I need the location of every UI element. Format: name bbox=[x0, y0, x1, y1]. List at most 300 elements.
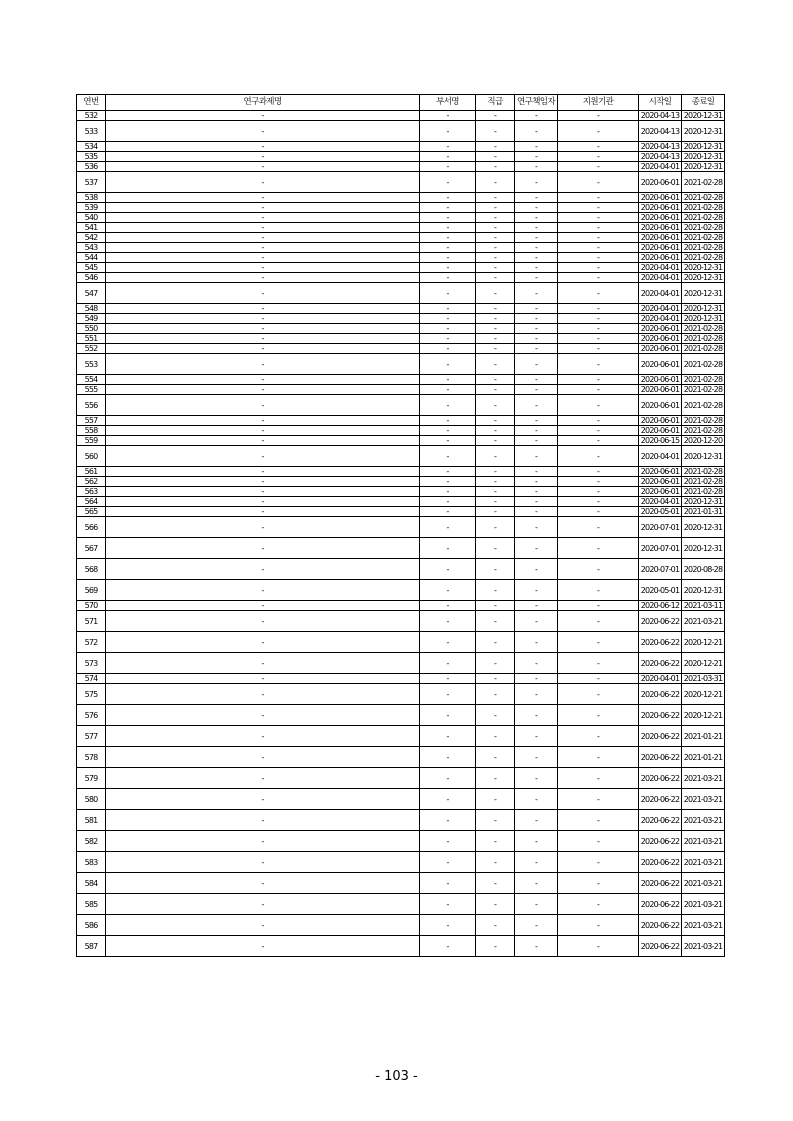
cell-department: - bbox=[420, 142, 476, 152]
cell-rank: - bbox=[476, 111, 515, 121]
cell-rank: - bbox=[476, 416, 515, 426]
cell-no: 565 bbox=[77, 507, 106, 517]
table-row bbox=[77, 538, 725, 559]
table-row bbox=[77, 611, 725, 632]
cell-title: - bbox=[106, 152, 420, 162]
cell-end: 2021-03-21 bbox=[682, 768, 725, 789]
cell-agency: - bbox=[558, 559, 639, 580]
cell-title: - bbox=[106, 385, 420, 395]
cell-agency: - bbox=[558, 705, 639, 726]
cell-no: 547 bbox=[77, 283, 106, 304]
header-researcher: 연구책임자 bbox=[515, 95, 558, 111]
cell-researcher: - bbox=[515, 684, 558, 705]
cell-end: 2020-12-31 bbox=[682, 304, 725, 314]
cell-researcher: - bbox=[515, 894, 558, 915]
cell-start: 2020-06-01 bbox=[639, 253, 682, 263]
cell-researcher: - bbox=[515, 559, 558, 580]
cell-rank: - bbox=[476, 354, 515, 375]
cell-start: 2020-06-01 bbox=[639, 385, 682, 395]
cell-no: 560 bbox=[77, 446, 106, 467]
cell-rank: - bbox=[476, 517, 515, 538]
cell-end: 2021-02-28 bbox=[682, 395, 725, 416]
cell-title: - bbox=[106, 416, 420, 426]
cell-no: 564 bbox=[77, 497, 106, 507]
cell-rank: - bbox=[476, 894, 515, 915]
cell-department: - bbox=[420, 426, 476, 436]
cell-researcher: - bbox=[515, 314, 558, 324]
cell-department: - bbox=[420, 375, 476, 385]
cell-agency: - bbox=[558, 894, 639, 915]
cell-end: 2021-02-28 bbox=[682, 487, 725, 497]
cell-researcher: - bbox=[515, 497, 558, 507]
cell-rank: - bbox=[476, 674, 515, 684]
cell-start: 2020-05-01 bbox=[639, 507, 682, 517]
table-row bbox=[77, 395, 725, 416]
cell-rank: - bbox=[476, 653, 515, 674]
table-row bbox=[77, 674, 725, 684]
cell-start: 2020-06-01 bbox=[639, 243, 682, 253]
cell-start: 2020-06-01 bbox=[639, 395, 682, 416]
table-row bbox=[77, 253, 725, 263]
table-row bbox=[77, 477, 725, 487]
cell-researcher: - bbox=[515, 705, 558, 726]
cell-end: 2021-02-28 bbox=[682, 243, 725, 253]
cell-end: 2021-02-28 bbox=[682, 253, 725, 263]
cell-title: - bbox=[106, 344, 420, 354]
cell-end: 2021-03-21 bbox=[682, 873, 725, 894]
cell-agency: - bbox=[558, 344, 639, 354]
cell-agency: - bbox=[558, 283, 639, 304]
cell-department: - bbox=[420, 385, 476, 395]
cell-end: 2021-02-28 bbox=[682, 354, 725, 375]
cell-start: 2020-04-01 bbox=[639, 273, 682, 283]
cell-agency: - bbox=[558, 768, 639, 789]
cell-start: 2020-06-01 bbox=[639, 477, 682, 487]
cell-agency: - bbox=[558, 162, 639, 172]
cell-title: - bbox=[106, 243, 420, 253]
cell-researcher: - bbox=[515, 852, 558, 873]
cell-title: - bbox=[106, 354, 420, 375]
table-row bbox=[77, 873, 725, 894]
cell-department: - bbox=[420, 915, 476, 936]
cell-department: - bbox=[420, 304, 476, 314]
cell-title: - bbox=[106, 517, 420, 538]
table-body bbox=[77, 111, 725, 957]
cell-department: - bbox=[420, 538, 476, 559]
cell-rank: - bbox=[476, 852, 515, 873]
cell-start: 2020-04-13 bbox=[639, 142, 682, 152]
cell-title: - bbox=[106, 894, 420, 915]
cell-rank: - bbox=[476, 395, 515, 416]
cell-title: - bbox=[106, 497, 420, 507]
cell-no: 539 bbox=[77, 203, 106, 213]
cell-agency: - bbox=[558, 467, 639, 477]
cell-rank: - bbox=[476, 426, 515, 436]
cell-agency: - bbox=[558, 334, 639, 344]
cell-no: 552 bbox=[77, 344, 106, 354]
cell-department: - bbox=[420, 653, 476, 674]
header-agency: 지원기관 bbox=[558, 95, 639, 111]
cell-start: 2020-06-22 bbox=[639, 684, 682, 705]
table-row bbox=[77, 894, 725, 915]
cell-researcher: - bbox=[515, 253, 558, 263]
cell-title: - bbox=[106, 873, 420, 894]
cell-rank: - bbox=[476, 324, 515, 334]
cell-agency: - bbox=[558, 416, 639, 426]
cell-end: 2021-02-28 bbox=[682, 223, 725, 233]
cell-end: 2020-12-31 bbox=[682, 446, 725, 467]
cell-end: 2021-03-21 bbox=[682, 894, 725, 915]
cell-department: - bbox=[420, 162, 476, 172]
table-row bbox=[77, 426, 725, 436]
cell-title: - bbox=[106, 559, 420, 580]
cell-end: 2021-02-28 bbox=[682, 416, 725, 426]
cell-department: - bbox=[420, 314, 476, 324]
table-row bbox=[77, 304, 725, 314]
cell-end: 2020-12-20 bbox=[682, 436, 725, 446]
cell-rank: - bbox=[476, 121, 515, 142]
cell-no: 533 bbox=[77, 121, 106, 142]
cell-end: 2020-12-31 bbox=[682, 111, 725, 121]
cell-end: 2020-12-31 bbox=[682, 497, 725, 507]
cell-no: 579 bbox=[77, 768, 106, 789]
cell-department: - bbox=[420, 497, 476, 507]
cell-agency: - bbox=[558, 538, 639, 559]
cell-department: - bbox=[420, 477, 476, 487]
table-row bbox=[77, 852, 725, 873]
cell-agency: - bbox=[558, 426, 639, 436]
cell-rank: - bbox=[476, 477, 515, 487]
cell-start: 2020-04-13 bbox=[639, 152, 682, 162]
header-rank: 직급 bbox=[476, 95, 515, 111]
cell-rank: - bbox=[476, 559, 515, 580]
cell-rank: - bbox=[476, 810, 515, 831]
cell-end: 2020-12-31 bbox=[682, 142, 725, 152]
cell-end: 2021-03-21 bbox=[682, 789, 725, 810]
cell-agency: - bbox=[558, 354, 639, 375]
cell-no: 561 bbox=[77, 467, 106, 477]
cell-department: - bbox=[420, 223, 476, 233]
cell-start: 2020-04-01 bbox=[639, 283, 682, 304]
cell-department: - bbox=[420, 936, 476, 957]
table-row bbox=[77, 111, 725, 121]
cell-researcher: - bbox=[515, 831, 558, 852]
cell-title: - bbox=[106, 334, 420, 344]
cell-rank: - bbox=[476, 580, 515, 601]
cell-start: 2020-06-12 bbox=[639, 601, 682, 611]
cell-title: - bbox=[106, 273, 420, 283]
cell-no: 553 bbox=[77, 354, 106, 375]
cell-researcher: - bbox=[515, 334, 558, 344]
cell-start: 2020-06-22 bbox=[639, 705, 682, 726]
cell-agency: - bbox=[558, 936, 639, 957]
cell-title: - bbox=[106, 705, 420, 726]
cell-title: - bbox=[106, 446, 420, 467]
cell-start: 2020-06-22 bbox=[639, 852, 682, 873]
cell-researcher: - bbox=[515, 426, 558, 436]
cell-start: 2020-06-01 bbox=[639, 193, 682, 203]
cell-start: 2020-04-01 bbox=[639, 674, 682, 684]
cell-researcher: - bbox=[515, 446, 558, 467]
header-end: 종료일 bbox=[682, 95, 725, 111]
cell-start: 2020-04-01 bbox=[639, 304, 682, 314]
cell-end: 2020-12-21 bbox=[682, 653, 725, 674]
cell-end: 2021-03-21 bbox=[682, 810, 725, 831]
cell-end: 2021-02-28 bbox=[682, 375, 725, 385]
cell-department: - bbox=[420, 726, 476, 747]
cell-researcher: - bbox=[515, 810, 558, 831]
cell-rank: - bbox=[476, 375, 515, 385]
cell-end: 2021-01-31 bbox=[682, 507, 725, 517]
cell-agency: - bbox=[558, 121, 639, 142]
cell-agency: - bbox=[558, 632, 639, 653]
cell-researcher: - bbox=[515, 263, 558, 273]
table-row bbox=[77, 580, 725, 601]
cell-researcher: - bbox=[515, 416, 558, 426]
table-row bbox=[77, 375, 725, 385]
cell-start: 2020-06-01 bbox=[639, 344, 682, 354]
cell-end: 2021-02-28 bbox=[682, 213, 725, 223]
cell-researcher: - bbox=[515, 601, 558, 611]
cell-agency: - bbox=[558, 601, 639, 611]
cell-no: 581 bbox=[77, 810, 106, 831]
cell-department: - bbox=[420, 436, 476, 446]
table-row bbox=[77, 263, 725, 273]
cell-end: 2021-03-31 bbox=[682, 674, 725, 684]
cell-department: - bbox=[420, 395, 476, 416]
cell-agency: - bbox=[558, 375, 639, 385]
cell-start: 2020-07-01 bbox=[639, 559, 682, 580]
cell-department: - bbox=[420, 873, 476, 894]
cell-end: 2021-02-28 bbox=[682, 477, 725, 487]
cell-researcher: - bbox=[515, 538, 558, 559]
cell-title: - bbox=[106, 810, 420, 831]
cell-researcher: - bbox=[515, 304, 558, 314]
cell-agency: - bbox=[558, 915, 639, 936]
table-row bbox=[77, 354, 725, 375]
cell-no: 577 bbox=[77, 726, 106, 747]
cell-end: 2021-02-28 bbox=[682, 193, 725, 203]
cell-department: - bbox=[420, 894, 476, 915]
cell-department: - bbox=[420, 507, 476, 517]
cell-end: 2021-03-21 bbox=[682, 611, 725, 632]
cell-researcher: - bbox=[515, 354, 558, 375]
cell-start: 2020-06-01 bbox=[639, 467, 682, 477]
cell-title: - bbox=[106, 223, 420, 233]
cell-rank: - bbox=[476, 243, 515, 253]
cell-agency: - bbox=[558, 253, 639, 263]
cell-researcher: - bbox=[515, 580, 558, 601]
cell-researcher: - bbox=[515, 243, 558, 253]
cell-title: - bbox=[106, 601, 420, 611]
cell-rank: - bbox=[476, 768, 515, 789]
cell-title: - bbox=[106, 768, 420, 789]
cell-no: 559 bbox=[77, 436, 106, 446]
cell-no: 563 bbox=[77, 487, 106, 497]
cell-rank: - bbox=[476, 162, 515, 172]
table-row bbox=[77, 915, 725, 936]
cell-agency: - bbox=[558, 810, 639, 831]
cell-start: 2020-06-01 bbox=[639, 213, 682, 223]
cell-agency: - bbox=[558, 436, 639, 446]
cell-start: 2020-06-01 bbox=[639, 324, 682, 334]
cell-start: 2020-06-22 bbox=[639, 768, 682, 789]
cell-no: 545 bbox=[77, 263, 106, 273]
cell-researcher: - bbox=[515, 477, 558, 487]
cell-no: 542 bbox=[77, 233, 106, 243]
cell-department: - bbox=[420, 416, 476, 426]
cell-researcher: - bbox=[515, 507, 558, 517]
cell-end: 2021-02-28 bbox=[682, 324, 725, 334]
cell-title: - bbox=[106, 611, 420, 632]
cell-end: 2020-08-28 bbox=[682, 559, 725, 580]
cell-agency: - bbox=[558, 324, 639, 334]
cell-no: 568 bbox=[77, 559, 106, 580]
cell-end: 2021-02-28 bbox=[682, 203, 725, 213]
cell-researcher: - bbox=[515, 162, 558, 172]
table-row bbox=[77, 385, 725, 395]
cell-no: 562 bbox=[77, 477, 106, 487]
table-row bbox=[77, 121, 725, 142]
cell-researcher: - bbox=[515, 233, 558, 243]
cell-start: 2020-06-01 bbox=[639, 354, 682, 375]
cell-rank: - bbox=[476, 446, 515, 467]
cell-no: 571 bbox=[77, 611, 106, 632]
cell-agency: - bbox=[558, 172, 639, 193]
cell-title: - bbox=[106, 193, 420, 203]
cell-start: 2020-04-01 bbox=[639, 497, 682, 507]
cell-agency: - bbox=[558, 852, 639, 873]
cell-start: 2020-04-01 bbox=[639, 446, 682, 467]
cell-rank: - bbox=[476, 497, 515, 507]
cell-researcher: - bbox=[515, 768, 558, 789]
table-row bbox=[77, 243, 725, 253]
cell-title: - bbox=[106, 324, 420, 334]
table-row bbox=[77, 747, 725, 768]
cell-rank: - bbox=[476, 142, 515, 152]
cell-start: 2020-06-01 bbox=[639, 203, 682, 213]
cell-start: 2020-06-01 bbox=[639, 233, 682, 243]
cell-end: 2021-02-28 bbox=[682, 172, 725, 193]
cell-researcher: - bbox=[515, 789, 558, 810]
cell-end: 2020-12-31 bbox=[682, 152, 725, 162]
cell-end: 2020-12-21 bbox=[682, 705, 725, 726]
table-row bbox=[77, 517, 725, 538]
cell-no: 566 bbox=[77, 517, 106, 538]
cell-start: 2020-06-22 bbox=[639, 810, 682, 831]
cell-no: 580 bbox=[77, 789, 106, 810]
cell-rank: - bbox=[476, 213, 515, 223]
cell-title: - bbox=[106, 538, 420, 559]
cell-researcher: - bbox=[515, 936, 558, 957]
cell-title: - bbox=[106, 233, 420, 243]
cell-no: 570 bbox=[77, 601, 106, 611]
cell-department: - bbox=[420, 263, 476, 273]
cell-title: - bbox=[106, 632, 420, 653]
cell-department: - bbox=[420, 243, 476, 253]
cell-end: 2020-12-21 bbox=[682, 632, 725, 653]
cell-researcher: - bbox=[515, 747, 558, 768]
cell-end: 2021-01-21 bbox=[682, 726, 725, 747]
cell-end: 2021-02-28 bbox=[682, 344, 725, 354]
cell-department: - bbox=[420, 580, 476, 601]
cell-start: 2020-06-22 bbox=[639, 789, 682, 810]
table-row bbox=[77, 467, 725, 477]
table-row bbox=[77, 334, 725, 344]
cell-researcher: - bbox=[515, 632, 558, 653]
cell-title: - bbox=[106, 831, 420, 852]
cell-agency: - bbox=[558, 385, 639, 395]
cell-researcher: - bbox=[515, 344, 558, 354]
cell-researcher: - bbox=[515, 517, 558, 538]
cell-rank: - bbox=[476, 193, 515, 203]
cell-no: 540 bbox=[77, 213, 106, 223]
table-row bbox=[77, 152, 725, 162]
cell-start: 2020-06-22 bbox=[639, 653, 682, 674]
cell-department: - bbox=[420, 203, 476, 213]
header-no: 연번 bbox=[77, 95, 106, 111]
cell-researcher: - bbox=[515, 375, 558, 385]
cell-department: - bbox=[420, 684, 476, 705]
cell-end: 2021-03-11 bbox=[682, 601, 725, 611]
cell-agency: - bbox=[558, 223, 639, 233]
cell-start: 2020-05-01 bbox=[639, 580, 682, 601]
cell-end: 2020-12-31 bbox=[682, 263, 725, 273]
cell-end: 2020-12-31 bbox=[682, 121, 725, 142]
cell-department: - bbox=[420, 559, 476, 580]
cell-agency: - bbox=[558, 314, 639, 324]
cell-agency: - bbox=[558, 203, 639, 213]
cell-title: - bbox=[106, 142, 420, 152]
cell-end: 2021-02-28 bbox=[682, 233, 725, 243]
cell-title: - bbox=[106, 726, 420, 747]
cell-no: 587 bbox=[77, 936, 106, 957]
cell-end: 2020-12-21 bbox=[682, 684, 725, 705]
cell-researcher: - bbox=[515, 653, 558, 674]
table-row bbox=[77, 684, 725, 705]
cell-title: - bbox=[106, 852, 420, 873]
cell-start: 2020-04-13 bbox=[639, 111, 682, 121]
cell-no: 575 bbox=[77, 684, 106, 705]
cell-researcher: - bbox=[515, 487, 558, 497]
table-row bbox=[77, 497, 725, 507]
cell-department: - bbox=[420, 121, 476, 142]
cell-rank: - bbox=[476, 385, 515, 395]
cell-rank: - bbox=[476, 705, 515, 726]
cell-title: - bbox=[106, 684, 420, 705]
cell-researcher: - bbox=[515, 273, 558, 283]
cell-start: 2020-06-01 bbox=[639, 426, 682, 436]
cell-title: - bbox=[106, 653, 420, 674]
cell-rank: - bbox=[476, 233, 515, 243]
cell-researcher: - bbox=[515, 111, 558, 121]
page-number: - 103 - bbox=[375, 1069, 418, 1084]
cell-title: - bbox=[106, 283, 420, 304]
cell-end: 2021-03-21 bbox=[682, 831, 725, 852]
cell-title: - bbox=[106, 747, 420, 768]
cell-agency: - bbox=[558, 789, 639, 810]
table-row bbox=[77, 233, 725, 243]
cell-rank: - bbox=[476, 873, 515, 894]
cell-researcher: - bbox=[515, 223, 558, 233]
cell-researcher: - bbox=[515, 674, 558, 684]
cell-end: 2020-12-31 bbox=[682, 580, 725, 601]
cell-agency: - bbox=[558, 477, 639, 487]
cell-rank: - bbox=[476, 344, 515, 354]
cell-rank: - bbox=[476, 487, 515, 497]
cell-no: 532 bbox=[77, 111, 106, 121]
cell-department: - bbox=[420, 324, 476, 334]
